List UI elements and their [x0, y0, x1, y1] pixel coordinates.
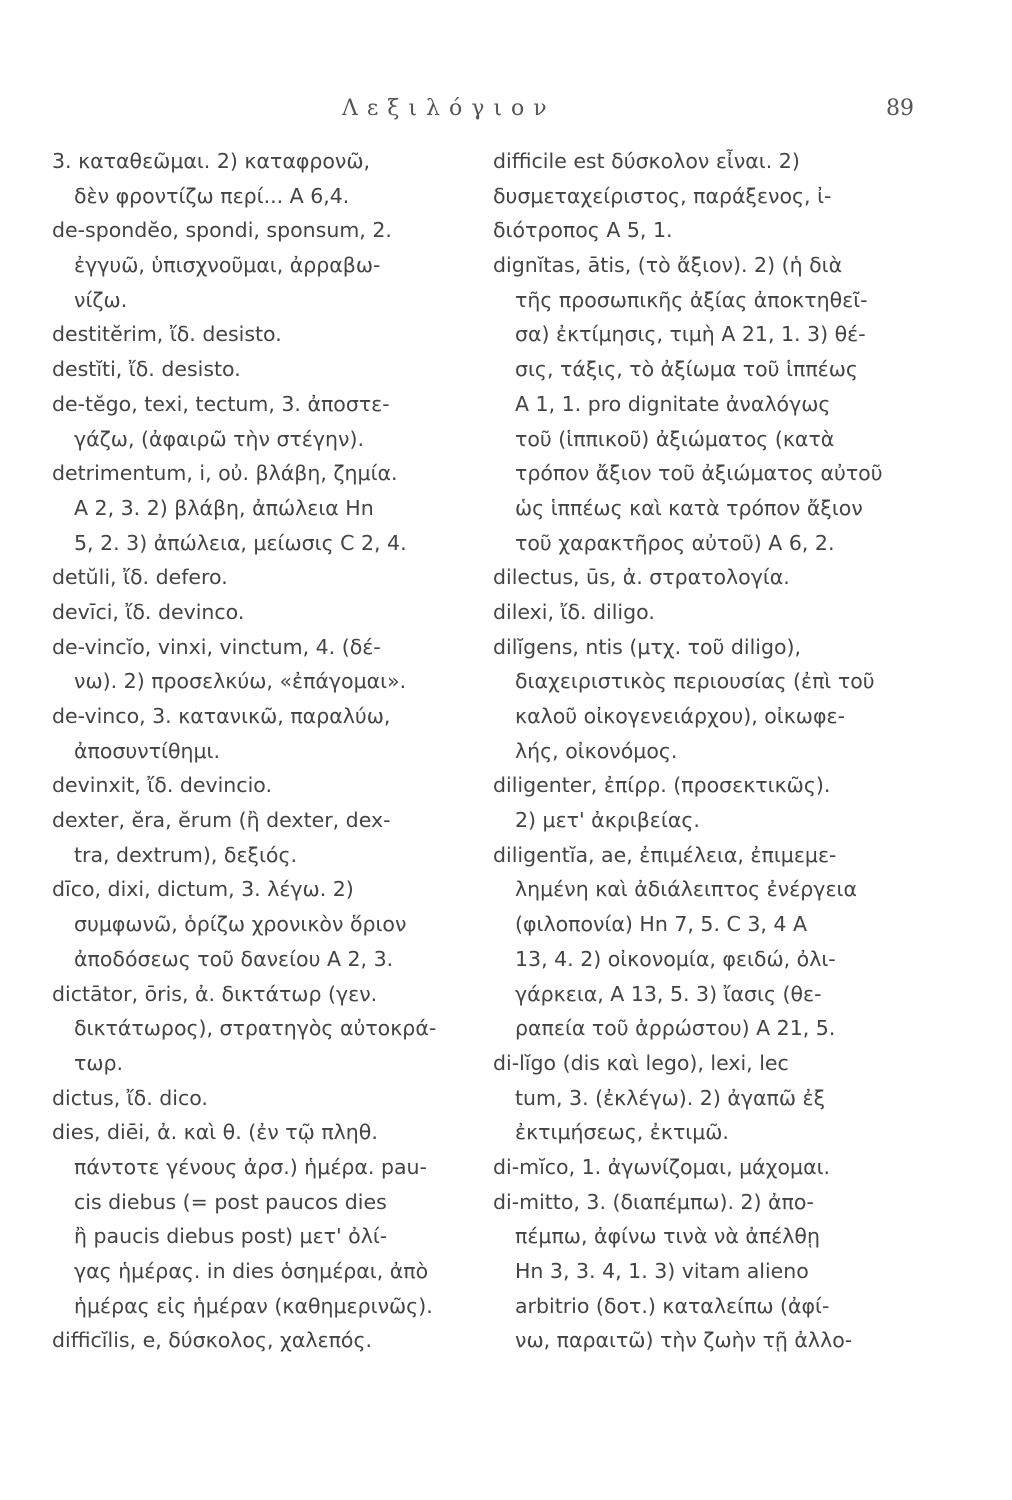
dictionary-line: ἐγγυῶ, ὑπισχνοῦμαι, ἀρραβω- [74, 253, 381, 278]
page-number: 89 [886, 96, 914, 121]
dictionary-line: 3. καταθεῶμαι. 2) καταφρονῶ, [52, 149, 371, 173]
dictionary-line: δικτάτωρος), στρατηγὸς αὐτοκρά- [74, 1016, 437, 1041]
dictionary-line: di-lĭgo (dis καὶ lego), lexi, lec [493, 1050, 789, 1075]
dictionary-line: (φιλοπονία) Ηn 7, 5. C 3, 4 Α [515, 912, 807, 937]
dictionary-line: λής, οἰκονόμος. [515, 738, 678, 763]
dictionary-line: di-mitto, 3. (διαπέμπω). 2) ἀπο- [493, 1189, 814, 1214]
dictionary-line: dīco, dixi, dictum, 3. λέγω. 2) [52, 877, 354, 902]
dictionary-line: dignĭtas, ātis, (τὸ ἄξιον). 2) (ἡ διὰ [493, 253, 843, 278]
dictionary-line: de-spondĕo, spondi, sponsum, 2. [52, 218, 392, 243]
dictionary-line: dies, diēi, ἀ. καὶ θ. (ἐν τῷ πληθ. [52, 1120, 378, 1145]
dictionary-line: γας ἡμέρας. in dies ὁσημέραι, ἀπὸ [74, 1259, 429, 1283]
dictionary-line: destitĕrim, ἴδ. desisto. [52, 322, 282, 347]
dictionary-line: 2) μετ' ἀκριβείας. [515, 808, 700, 833]
dictionary-line: dilexi, ἴδ. diligo. [493, 599, 655, 624]
dictionary-line: δὲν φροντίζω περί... Α 6,4. [74, 183, 350, 208]
dictionary-line: νίζω. [74, 287, 128, 312]
dictionary-line: τῆς προσωπικῆς ἀξίας ἀποκτηθεῖ- [515, 287, 868, 312]
dictionary-line: detŭli, ἴδ. defero. [52, 565, 228, 590]
right-column [493, 144, 913, 1358]
dictionary-line: de-vincĭo, vinxi, vinctum, 4. (δέ- [52, 634, 381, 659]
dictionary-line: νω). 2) προσελκύω, «ἐπάγομαι». [74, 669, 407, 694]
dictionary-line: πέμπω, ἀφίνω τινὰ νὰ ἀπέλθῃ [515, 1224, 820, 1249]
dictionary-line: devinxit, ἴδ. devincio. [52, 773, 272, 798]
dictionary-line: dexter, ĕra, ĕrum (ἢ dexter, dex- [52, 808, 391, 833]
dictionary-line: διότροπος Α 5, 1. [493, 218, 673, 243]
dictionary-line: Α 1, 1. pro dignitate ἀναλόγως [515, 391, 831, 416]
dictionary-line: devīci, ἴδ. devinco. [52, 599, 245, 624]
dictionary-line: diligentĭa, ae, ἐπιμέλεια, ἐπιμεμε- [493, 842, 837, 867]
dictionary-line: καλοῦ οἰκογενειάρχου), οἰκωφε- [515, 704, 845, 728]
dictionary-line: 13, 4. 2) οἰκονομία, φειδώ, ὀλι- [515, 946, 836, 971]
dictionary-line: cis diebus (= post paucos dies [74, 1189, 387, 1214]
dictionary-line: γάρκεια, Α 13, 5. 3) ἴασις (θε- [515, 981, 822, 1006]
dictionary-line: tra, dextrum), δεξιός. [74, 842, 297, 867]
running-head: Λεξιλόγιον [342, 96, 556, 121]
dictionary-line: πάντοτε γένους ἀρσ.) ἡμέρα. pau- [74, 1154, 427, 1179]
dictionary-line: δυσμεταχείριστος, παράξενος, ἰ- [493, 183, 832, 208]
dictionary-line: de-tĕgo, texi, tectum, 3. ἀποστε- [52, 391, 390, 416]
dictionary-line: ραπεία τοῦ ἀρρώστου) Α 21, 5. [515, 1016, 836, 1041]
dictionary-line: λημένη καὶ ἀδιάλειπτος ἐνέργεια [515, 877, 857, 902]
dictionary-line: τωρ. [74, 1050, 124, 1075]
dictionary-line: difficĭlis, e, δύσκολος, χαλεπός. [52, 1328, 373, 1353]
dictionary-line: συμφωνῶ, ὁρίζω χρονικὸν ὅριον [74, 912, 407, 937]
dictionary-line: ἡμέρας εἰς ἡμέραν (καθημερινῶς). [74, 1293, 433, 1318]
dictionary-line: dilĭgens, ntis (μτχ. τοῦ diligo), [493, 634, 802, 659]
dictionary-line: destĭti, ἴδ. desisto. [52, 357, 241, 382]
dictionary-line: τοῦ (ἱππικοῦ) ἀξιώματος (κατὰ [515, 426, 835, 451]
dictionary-line: Ηn 3, 3. 4, 1. 3) vitam alieno [515, 1259, 809, 1283]
dictionary-line: ἀποσυντίθημι. [74, 738, 221, 763]
dictionary-line: 5, 2. 3) ἀπώλεια, μείωσις C 2, 4. [74, 530, 407, 555]
dictionary-line: difficile est δύσκολον εἶναι. 2) [493, 149, 800, 173]
dictionary-line: ἀποδόσεως τοῦ δανείου Α 2, 3. [74, 946, 394, 971]
dictionary-line: dictātor, ōris, ἀ. δικτάτωρ (γεν. [52, 981, 378, 1006]
dictionary-line: νω, παραιτῶ) τὴν ζωὴν τῇ ἀλλο- [515, 1328, 853, 1353]
dictionary-line: de-vinco, 3. κατανικῶ, παραλύω, [52, 704, 391, 728]
dictionary-line: τρόπον ἄξιον τοῦ ἀξιώματος αὐτοῦ [515, 461, 883, 486]
dictionary-line: ἢ paucis diebus post) μετ' ὀλί- [74, 1224, 388, 1249]
dictionary-line: διαχειριστικὸς περιουσίας (ἐπὶ τοῦ [515, 669, 875, 694]
dictionary-line: dictus, ἴδ. dico. [52, 1085, 208, 1110]
dictionary-line: Α 2, 3. 2) βλάβη, ἀπώλεια Ηn [74, 495, 374, 520]
dictionary-line: σις, τάξις, τὸ ἀξίωμα τοῦ ἱππέως [515, 357, 858, 382]
dictionary-line: detrimentum, i, οὐ. βλάβη, ζημία. [52, 461, 398, 486]
dictionary-line: γάζω, (ἀφαιρῶ τὴν στέγην). [74, 426, 364, 451]
left-column [52, 144, 472, 1358]
dictionary-line: tum, 3. (ἐκλέγω). 2) ἀγαπῶ ἐξ [515, 1085, 826, 1110]
dictionary-line: ὡς ἱππέως καὶ κατὰ τρόπον ἄξιον [515, 495, 863, 520]
dictionary-line: diligenter, ἐπίρρ. (προσεκτικῶς). [493, 773, 831, 798]
dictionary-line: ἐκτιμήσεως, ἐκτιμῶ. [515, 1120, 729, 1145]
dictionary-line: τοῦ χαρακτῆρος αὐτοῦ) Α 6, 2. [515, 530, 835, 555]
dictionary-line: σα) ἐκτίμησις, τιμὴ Α 21, 1. 3) θέ- [515, 322, 866, 347]
dictionary-line: dilectus, ūs, ἀ. στρατολογία. [493, 565, 790, 590]
dictionary-line: arbitrio (δοτ.) καταλείπω (ἀφί- [515, 1293, 830, 1318]
dictionary-line: di-mĭco, 1. ἀγωνίζομαι, μάχομαι. [493, 1154, 831, 1179]
